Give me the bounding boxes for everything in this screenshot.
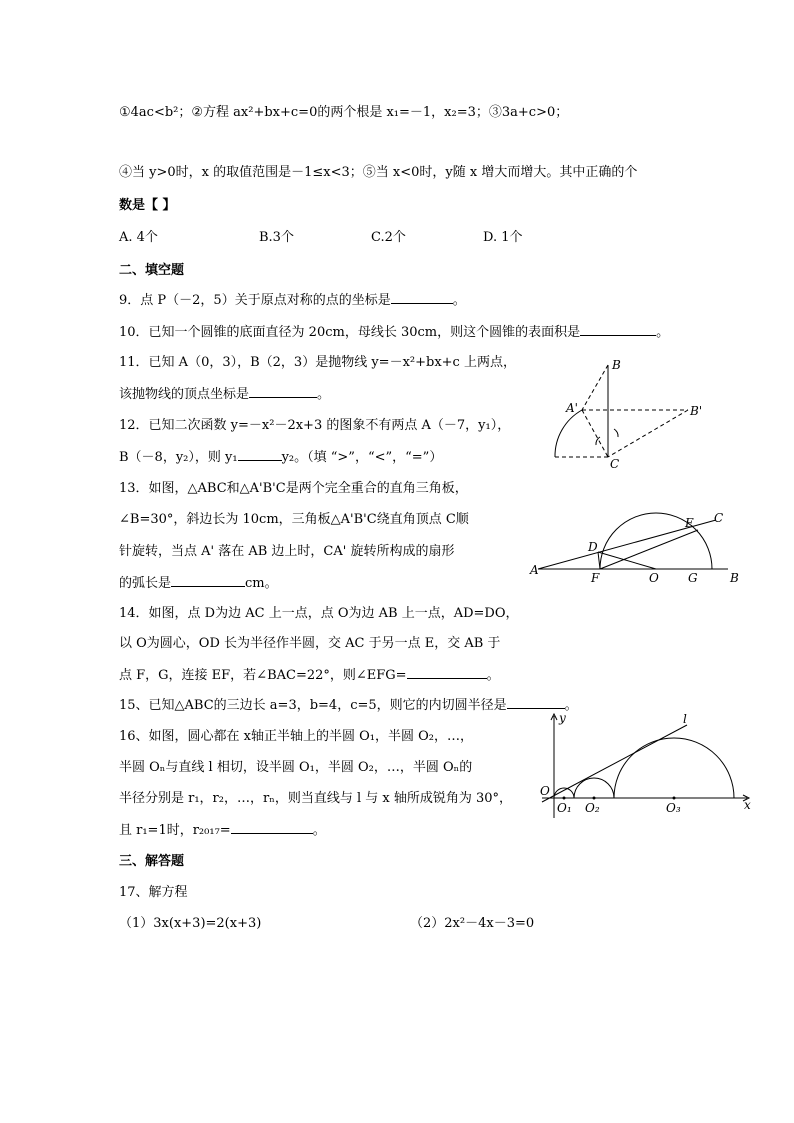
q14-line2: 以 O为圆心，OD 长为半径作半圆，交 AC 于另一点 E，交 AB 于 xyxy=(119,636,501,651)
q11-line2-text: 该抛物线的顶点坐标是 xyxy=(119,387,250,402)
q12-line2a: B（－8，y₂），则 y₁ xyxy=(119,450,238,465)
q11-line1: 11．已知 A（0，3），B（2，3）是抛物线 y=－x²+bx+c 上两点， xyxy=(119,355,516,370)
q13-line2: ∠B=30°，斜边长为 10cm，三角板△A'B'C绕直角顶点 C顺 xyxy=(119,512,469,527)
center-o2 xyxy=(593,797,596,800)
answer-blank xyxy=(231,821,313,834)
rotation-arc xyxy=(555,410,582,457)
line-b1c xyxy=(608,410,688,457)
answer-blank xyxy=(407,666,487,679)
q13-line4a: 的弧长是 xyxy=(119,576,172,591)
q16-line1: 16、如图，圆心都在 x轴正半轴上的半圆 O₁，半圆 O₂，…， xyxy=(119,729,474,744)
q16-line4: 且 r₁=1时，r₂₀₁₇= 。 xyxy=(119,823,326,838)
line-df xyxy=(598,552,600,569)
q12-line2 xyxy=(119,448,442,467)
q11-line2: 该抛物线的顶点坐标是 。 xyxy=(119,387,331,402)
q8-line2: ④当 y>0时，x 的取值范围是－1≤x<3；⑤当 x<0时，y随 x 增大而增大。其中正确的个 xyxy=(119,165,638,180)
label-o2: O₂ xyxy=(585,801,600,815)
q13-line4b: cm。 xyxy=(245,576,278,591)
q13-line3: 针旋转，当点 A' 落在 AB 边上时，CA' 旋转所构成的扇形 xyxy=(119,544,455,559)
label-b: B xyxy=(612,358,621,372)
semicircle-o3 xyxy=(614,738,734,798)
q15-text: 15、已知△ABC的三边长 a=3，b=4，c=5，则它的内切圆半径是 xyxy=(119,698,507,713)
q12-line1: 12．已知二次函数 y=－x²－2x+3 的图象不有两点 A（－7，y₁）， xyxy=(119,418,511,433)
label-x: x xyxy=(744,798,751,812)
figure-q13 xyxy=(540,355,715,473)
q8-option-c: C.2个 xyxy=(371,230,406,245)
label-o: O xyxy=(649,571,659,585)
label-e: E xyxy=(685,516,694,530)
semicircle xyxy=(600,513,712,569)
label-b: B xyxy=(730,571,739,585)
answer-blank xyxy=(171,574,245,587)
label-c: C xyxy=(610,457,620,471)
line-ba1 xyxy=(582,365,608,410)
answer-blank xyxy=(249,385,317,398)
line-fe xyxy=(600,530,698,569)
label-y: y xyxy=(559,711,566,725)
answer-blank xyxy=(507,696,565,709)
line-a1c xyxy=(582,410,608,457)
q8-option-d: D. 1个 xyxy=(483,230,523,245)
label-d: D xyxy=(588,540,598,554)
label-o1: O₁ xyxy=(557,801,572,815)
figure-q16 xyxy=(532,710,757,820)
q12-line2b: y₂。（填 “>”，“<”，“=”） xyxy=(281,450,443,465)
q15: 15、已知△ABC的三边长 a=3，b=4，c=5，则它的内切圆半径是 。 xyxy=(119,698,578,713)
label-o: O xyxy=(540,784,550,798)
center-o1 xyxy=(563,797,566,800)
q14-line1: 14．如图，点 D为边 AC 上一点，点 O为边 AB 上一点，AD=DO， xyxy=(119,606,519,621)
q16-line2: 半圆 Oₙ与直线 l 相切，设半圆 O₁，半圆 O₂，…，半圆 Oₙ的 xyxy=(119,760,473,775)
q8-line3: 数是【 】 xyxy=(119,198,176,213)
label-a: A xyxy=(530,563,539,577)
q17-title: 17、解方程 xyxy=(119,885,188,900)
q9: 9．点 P（－2，5）关于原点对称的点的坐标是 。 xyxy=(119,293,466,308)
label-l: l xyxy=(683,712,687,726)
q13-line4 xyxy=(119,574,278,593)
label-a-prime: A' xyxy=(566,401,578,415)
label-o3: O₃ xyxy=(666,801,681,815)
section-2-heading: 二、填空题 xyxy=(119,263,185,278)
q17-part1: （1）3x(x+3)=2(x+3) xyxy=(119,916,262,931)
q10: 10．已知一个圆锥的底面直径为 20cm，母线长 30cm，则这个圆锥的表面积是 。 xyxy=(119,325,670,340)
q8-option-a: A. 4个 xyxy=(119,230,158,245)
section-3-heading: 三、解答题 xyxy=(119,854,185,869)
angle-mark xyxy=(614,429,618,437)
figure-q14 xyxy=(528,506,743,588)
q14-line3-text: 点 F，G，连接 EF，若∠BAC=22°，则∠EFG= xyxy=(119,668,407,683)
label-f: F xyxy=(591,571,600,585)
answer-blank xyxy=(391,291,453,304)
q13-line1: 13．如图，△ABC和△A'B'C是两个完全重合的直角三角板， xyxy=(119,481,468,496)
answer-blank xyxy=(238,448,282,461)
q14-line3: 点 F，G，连接 EF，若∠BAC=22°，则∠EFG= 。 xyxy=(119,668,500,683)
label-c: C xyxy=(714,511,724,525)
q8-line1: ①4ac<b²；②方程 ax²+bx+c=0的两个根是 x₁=－1，x₂=3；③3a+c>0； xyxy=(119,105,569,120)
answer-blank xyxy=(580,323,656,336)
label-b-prime: B' xyxy=(690,404,703,418)
label-g: G xyxy=(688,571,698,585)
q16-line3: 半径分别是 r₁，r₂，…，rₙ，则当直线与 l 与 x 轴所成锐角为 30°， xyxy=(119,791,513,806)
center-o3 xyxy=(673,797,676,800)
q9-text: 9．点 P（－2，5）关于原点对称的点的坐标是 xyxy=(119,293,391,308)
q8-option-b: B.3个 xyxy=(259,230,294,245)
q16-line4-text: 且 r₁=1时，r₂₀₁₇= xyxy=(119,823,231,838)
q10-text: 10．已知一个圆锥的底面直径为 20cm，母线长 30cm，则这个圆锥的表面积是 xyxy=(119,325,581,340)
semicircle-o2 xyxy=(574,778,614,798)
q17-part2: （2）2x²－4x－3=0 xyxy=(410,916,535,931)
